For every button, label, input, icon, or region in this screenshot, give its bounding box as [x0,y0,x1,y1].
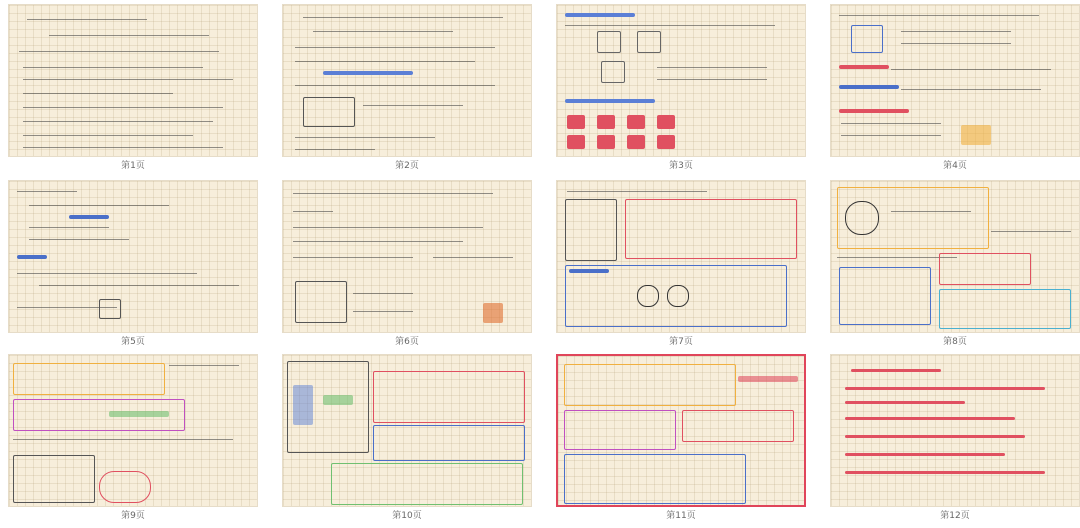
page-thumbnail-selected[interactable] [556,354,806,507]
page-thumbnail[interactable] [556,180,806,333]
page-cell-7 [556,180,806,354]
page-label: 第3页 [669,161,693,171]
page-thumbnail[interactable] [8,354,258,507]
page-thumbnail[interactable] [8,180,258,333]
page-cell-5 [8,180,258,354]
page-cell-6 [282,180,532,354]
page-cell-8 [830,180,1080,354]
page-label: 第7页 [669,337,693,347]
page-thumbnail[interactable] [282,180,532,333]
page-cell-2 [282,4,532,178]
page-cell-3 [556,4,806,178]
page-thumbnail[interactable] [282,4,532,157]
page-cell-10 [282,354,532,528]
page-cell-9 [8,354,258,528]
page-thumbnail[interactable] [830,180,1080,333]
page-cell-4 [830,4,1080,178]
page-cell-1 [8,4,258,178]
page-label: 第1页 [121,161,145,171]
page-label: 第10页 [392,511,422,521]
page-label: 第11页 [666,511,696,521]
page-label: 第5页 [121,337,145,347]
page-thumbnail[interactable] [282,354,532,507]
page-cell-12 [830,354,1080,528]
page-label: 第4页 [943,161,967,171]
page-label: 第8页 [943,337,967,347]
page-label: 第12页 [940,511,970,521]
page-label: 第9页 [121,511,145,521]
page-cell-11 [556,354,806,528]
page-thumbnail[interactable] [830,4,1080,157]
page-thumbnail[interactable] [556,4,806,157]
page-label: 第6页 [395,337,419,347]
page-thumbnail[interactable] [8,4,258,157]
page-label: 第2页 [395,161,419,171]
page-thumbnail[interactable] [830,354,1080,507]
